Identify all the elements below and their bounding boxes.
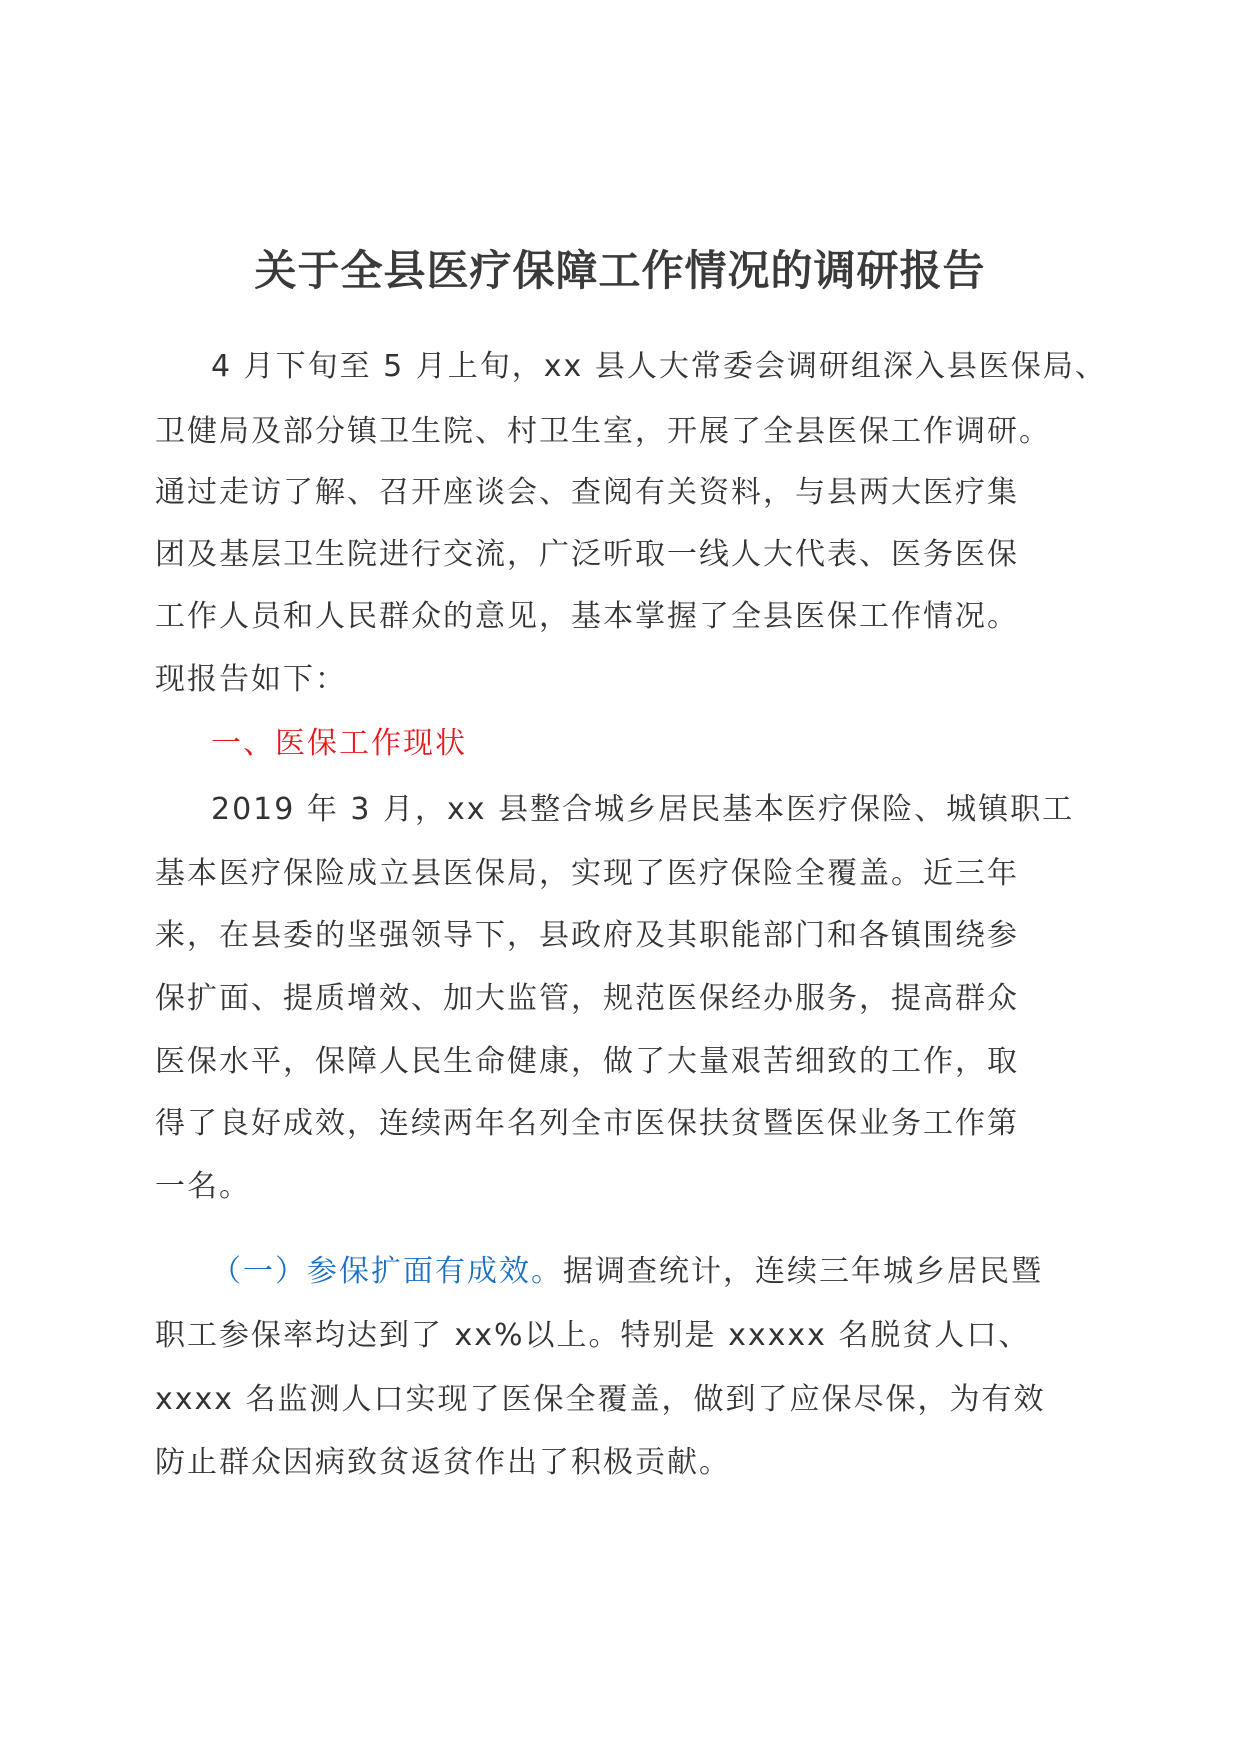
intro-line: 工作人员和人民群众的意见，基本掌握了全县医保工作情况。: [155, 599, 1019, 634]
section-line: 基本医疗保险成立县医保局，实现了医疗保险全覆盖。近三年: [155, 856, 1019, 891]
section-line: 医保水平，保障人民生命健康，做了大量艰苦细致的工作，取: [155, 1044, 1019, 1079]
document-title: 关于全县医疗保障工作情况的调研报告: [254, 246, 986, 295]
subsection-first-line: [211, 1252, 1043, 1292]
intro-line: 卫健局及部分镇卫生院、村卫生室，开展了全县医保工作调研。: [155, 414, 1051, 449]
section-line: 2019 年 3 月，xx 县整合城乡居民基本医疗保险、城镇职工: [211, 792, 1075, 827]
section-line: 来，在县委的坚强领导下，县政府及其职能部门和各镇围绕参: [155, 918, 1019, 953]
intro-line: 通过走访了解、召开座谈会、查阅有关资料，与县两大医疗集: [155, 475, 1019, 510]
section-line: 得了良好成效，连续两年名列全市医保扶贫暨医保业务工作第: [155, 1106, 1019, 1141]
subsection-line: 防止群众因病致贫返贫作出了积极贡献。: [155, 1445, 731, 1480]
section-line: 一名。: [155, 1169, 251, 1204]
subsection-text: 据调查统计，连续三年城乡居民暨: [563, 1254, 1043, 1289]
intro-line: 现报告如下：: [155, 662, 347, 697]
section-heading: 一、医保工作现状: [211, 726, 467, 761]
intro-line: 团及基层卫生院进行交流，广泛听取一线人大代表、医务医保: [155, 537, 1019, 572]
subsection-line: xxxx 名监测人口实现了医保全覆盖，做到了应保尽保，为有效: [155, 1382, 1046, 1417]
subsection-heading: （一）参保扩面有成效。: [211, 1254, 563, 1289]
subsection-line: 职工参保率均达到了 xx%以上。特别是 xxxxx 名脱贫人口、: [155, 1318, 1031, 1353]
intro-line: 4 月下旬至 5 月上旬，xx 县人大常委会调研组深入县医保局、: [211, 349, 1107, 384]
section-line: 保扩面、提质增效、加大监管，规范医保经办服务，提高群众: [155, 981, 1019, 1016]
